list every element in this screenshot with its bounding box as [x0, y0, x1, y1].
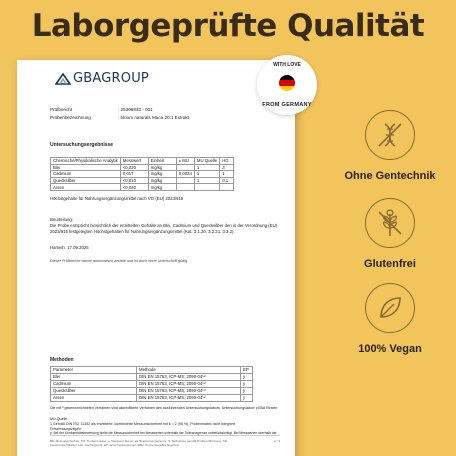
table-row: Cadmium 0,017 mg/kg 0,0034 1 1: [51, 171, 234, 178]
feature-vegan: [325, 283, 455, 355]
table-row: Quecksilber <0,010 mg/kg 1 0,1: [51, 177, 234, 184]
table-row: Blei <0,020 mg/kg 1 3: [51, 164, 234, 171]
feature-label: 100% Vegan: [358, 343, 422, 355]
made-in-germany-badge: [257, 55, 317, 115]
dna-crossed-icon: [365, 110, 415, 160]
hg-note: Höchstgehalte für Nahrungsergänzungsmittel nach VO (EU) 2023/915: [50, 196, 184, 201]
document-footer: [50, 435, 280, 447]
column-header: Methode: [137, 367, 241, 374]
column-header: ± MU: [176, 158, 194, 165]
table-row: Cadmium DIN EN 15763, ICP-MS; 2090-04⁽ᵃ⁾ y: [51, 380, 253, 387]
badge-top-text: WITH LOVE: [273, 62, 301, 68]
decision-rules: Entscheidungsregeln: y: Bei der Konformitätsbewertung bleibt die Messunsicherheit bei Messwerten unterhalb der Toleranzgrenze unberücksichtigt. Bei Messwerten oberhalb der: [50, 427, 277, 436]
feature-label: Ohne Gentechnik: [344, 170, 436, 182]
place-date: Hameln, 17.09.2025: [50, 245, 89, 250]
assessment: [50, 217, 280, 235]
gba-logo: [55, 71, 149, 86]
meta-row: Probenbezeichnung : bloom naturals Maca 20:1 Extrakt: [50, 115, 189, 120]
gba-logo-mark-icon: [55, 73, 71, 85]
column-header: EP: [241, 367, 253, 374]
auto-note: Dieser Prüfbericht wurde automatisch erstellt und ist auch ohne Unterschrift gültig.: [50, 259, 189, 263]
results-heading: Untersuchungsergebnisse: [50, 142, 114, 148]
table-header-row: [51, 158, 234, 165]
methods-heading: Methoden: [50, 357, 74, 363]
report-meta: [50, 106, 189, 122]
methods-table: [50, 366, 253, 402]
table-row: Arsen <0,040 mg/kg: [51, 184, 234, 191]
footer-abbreviations: BE: Messunsicherheit, TM: Trockenmasse, n: Messwert kleiner als Bestimmungsgrenze, S: Definiertes gemäß Prüfspezifizierung, KB: Kundenspezifikation, HG: Höchstgehalt, EP: Entscheidungsregel, EBE: Konventionelles Ergebnis: [50, 439, 228, 447]
mu-source: MU-Quelle: 1 Gemäß DIN ISO 11352 als erweiterte, kombinierte Messunsicherheit mit k = 2 (95 %), Probenmatrix nicht integriert: [50, 417, 236, 426]
feature-gluten-free: [325, 198, 455, 270]
column-header: Parameter: [51, 367, 137, 374]
meta-row: Prüfbericht : 25308833 - 001: [50, 107, 153, 112]
table-row: Arsen DIN EN 15763, ICP-MS; 2090-04⁽ᵃ⁾ y: [51, 394, 253, 401]
german-flag-heart-icon: [279, 75, 295, 91]
badge-bottom-text: FROM GERMANY: [262, 102, 312, 108]
lab-report-document: [17, 60, 295, 456]
logo-text: GBAGROUP: [73, 71, 149, 86]
results-table: [50, 157, 234, 191]
table-row: Blei DIN EN 15763, ICP-MS; 2090-04⁽ᵃ⁾ y: [51, 373, 253, 380]
table-header-row: [51, 367, 253, 374]
column-header: MU Quelle: [194, 158, 219, 165]
wheat-crossed-icon: [365, 198, 415, 248]
feature-no-gmo: [325, 110, 455, 182]
assessment-title: Beurteilung:: [50, 217, 73, 222]
methods-note: Die mit ᵃ gekennzeichneten Verfahren sind akkreditierte Verfahren des ausführenden Untersuchungslabors, Untersuchungslabor: zGBA Rinteln: [50, 406, 278, 410]
feature-label: Glutenfrei: [364, 258, 416, 270]
assessment-text: Die Probe entspricht hinsichtlich der ermittelten Gehalte an Blei, Cadmium und Quecksilber den in der Verordnung (EU) 2023/915 festgelegten Höchstgehalten für Nahrungsergänzungsmittel (Kat. 3.1.20, 3.2.21, 3.3.2).: [50, 223, 278, 234]
column-header: Chemische/Physikalische Analytik: [51, 158, 121, 165]
leaf-icon: [365, 283, 415, 333]
column-header: HG: [220, 158, 234, 165]
table-row: Quecksilber DIN EN 15763, ICP-MS; 2090-04⁽ᵃ⁾ y: [51, 387, 253, 394]
column-header: Einheit: [148, 158, 176, 165]
page-number: 2 / 3: [274, 439, 280, 443]
headline: Laborgeprüfte Qualität: [31, 8, 425, 44]
column-header: Messwert: [120, 158, 148, 165]
